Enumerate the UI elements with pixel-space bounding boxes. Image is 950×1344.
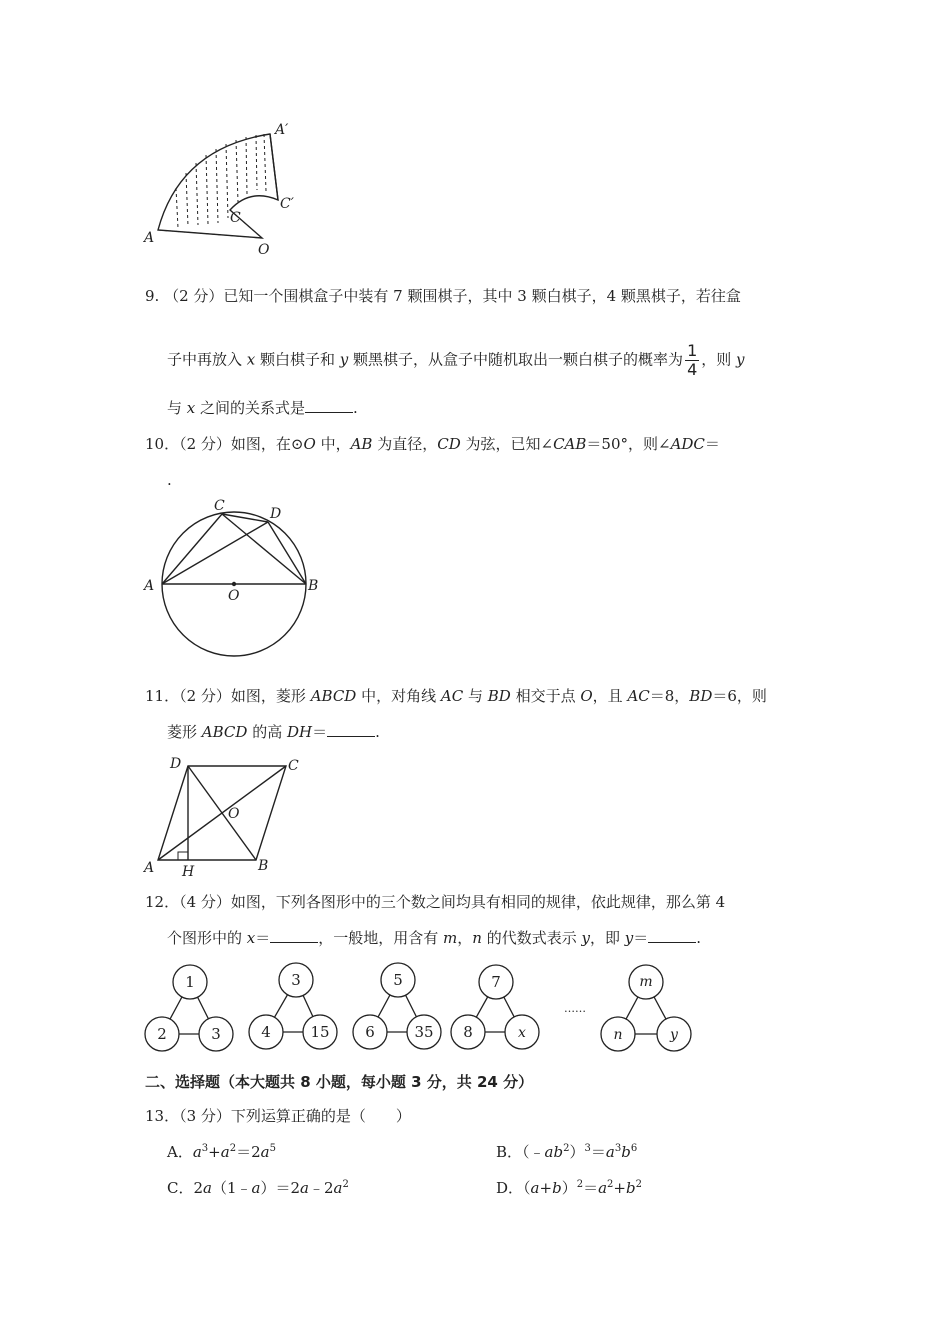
q10-score: （2 分） [179, 435, 231, 453]
q10-fig-O: O [228, 588, 240, 604]
q13-optB-open: （﹣ [522, 1143, 545, 1161]
q11-fig-D: D [170, 756, 182, 772]
q13-eq: ＝ [236, 1143, 252, 1161]
q10-fig-C: C [214, 498, 225, 514]
q13-b: b [626, 1179, 636, 1197]
q13-a: a [530, 1179, 540, 1197]
triangle-1 [145, 965, 233, 1051]
q9-text2a: 子中再放入 [167, 350, 247, 369]
q9-text2b: 颗白棋子和 [255, 350, 340, 369]
q13-exp: 3 [614, 1143, 622, 1154]
q11-text2b: 的高 [247, 723, 287, 741]
tri5-right: y [670, 1027, 678, 1043]
q9-text1: 已知一个围棋盒子中装有 7 颗围棋子，其中 3 颗白棋子，4 颗黑棋子，若往盒 [223, 287, 741, 305]
q13-exp: 3 [584, 1143, 591, 1154]
q11-text2d: . [375, 723, 380, 741]
q9-var-y2: y [736, 350, 745, 369]
q11-ABCD2: ABCD [201, 723, 248, 741]
q11-text1g: ＝6，则 [712, 687, 767, 705]
q13-exp: 5 [269, 1143, 276, 1154]
q11-BD2: BD [689, 687, 713, 705]
q9-line1 [145, 286, 741, 306]
q12-text2e: 的代数式表示 [481, 929, 582, 947]
q9-text2c: 颗黑棋子，从盒子中随机取出一颗白棋子的概率为 [348, 350, 684, 369]
triangle-2 [249, 963, 337, 1049]
q13-optD-open: （ [523, 1179, 531, 1197]
q13-exp: 2 [635, 1179, 642, 1190]
q9-text3c: . [353, 399, 358, 417]
q13-optC-minus: ﹣2 [308, 1179, 334, 1197]
q10-text1c: 为直径， [372, 435, 438, 453]
q11-line2 [167, 722, 380, 742]
q13-a: a [220, 1143, 230, 1161]
q13-a: a [251, 1179, 261, 1197]
q13-exp: 2 [563, 1143, 570, 1154]
q10-fig-A: A [144, 578, 155, 594]
q13-option-B[interactable] [496, 1142, 637, 1162]
q13-plus: + [208, 1143, 221, 1161]
q10-text1e: ＝50°，则∠ [586, 435, 671, 453]
section2-title: 二、选择题（本大题共 8 小题，每小题 3 分，共 24 分） [145, 1073, 534, 1091]
q13-option-C[interactable] [167, 1178, 349, 1198]
q11-DH: DH [286, 723, 313, 741]
q12-text2f: ，即 [590, 929, 625, 947]
q9-line2 [167, 342, 745, 379]
tri4-left: 8 [463, 1023, 473, 1041]
q13-a: a [605, 1143, 615, 1161]
q10-ADC: ADC [670, 435, 705, 453]
q13-a: a [598, 1179, 608, 1197]
q13-two: 2 [251, 1143, 261, 1161]
q10-line2 [167, 470, 172, 490]
q13-two: 2 [193, 1179, 204, 1197]
q12-answer-blank-x[interactable] [270, 928, 318, 943]
q13-line1 [145, 1106, 411, 1126]
q12-x: x [246, 929, 256, 947]
q13-a: a [192, 1143, 202, 1161]
q12-y: y [581, 929, 590, 947]
q13-b: b [552, 1179, 562, 1197]
q13-exp: 2 [576, 1179, 584, 1190]
q12-line2 [167, 928, 701, 948]
q11-text1c: 与 [463, 687, 488, 705]
q11-fig-C: C [288, 758, 299, 774]
q11-text2a: 菱形 [167, 723, 202, 741]
q13-a: a [260, 1143, 270, 1161]
figure-q10-circle [140, 496, 330, 664]
q10-text1f: ＝ [704, 435, 720, 453]
q9-number: 9. [145, 287, 160, 305]
q13-optC-close: ）＝2 [260, 1179, 301, 1197]
q11-text1b: 中，对角线 [356, 687, 441, 705]
q13-exp: 2 [607, 1179, 614, 1190]
q13-option-A[interactable] [167, 1142, 276, 1162]
q10-O: O [303, 435, 316, 453]
q10-text1: 如图，在⊙ [230, 435, 304, 453]
q13-optD-plus: + [539, 1179, 553, 1197]
q12-m: m [443, 929, 458, 947]
q11-AC: AC [440, 687, 464, 705]
q10-fig-B: B [308, 578, 319, 594]
q13-eq: ＝ [583, 1179, 599, 1197]
tri5-left: n [613, 1027, 623, 1043]
label-A: A [144, 230, 155, 246]
tri4-right: x [518, 1025, 526, 1041]
q13-optB-close: ） [569, 1143, 585, 1161]
q9-answer-blank[interactable] [305, 398, 353, 413]
q9-var-x: x [246, 350, 256, 369]
q12-text2h: . [696, 929, 702, 947]
q11-answer-blank[interactable] [327, 722, 375, 737]
q10-CAB: CAB [553, 435, 587, 453]
q12-text2g: ＝ [633, 929, 649, 947]
tri1-right: 3 [211, 1025, 221, 1043]
tri1-left: 2 [157, 1025, 167, 1043]
q13-optD-close: ） [561, 1179, 577, 1197]
triangle-5 [601, 965, 691, 1051]
q13-exp: 2 [229, 1143, 237, 1154]
q13-plus: + [613, 1179, 626, 1197]
q10-AB: AB [350, 435, 373, 453]
q13-text: 下列运算正确的是（ ） [230, 1107, 411, 1125]
q11-O: O [580, 687, 593, 705]
q11-text1a: 如图，菱形 [230, 687, 311, 705]
q11-fig-H: H [182, 864, 195, 880]
q13-number: 13． [145, 1107, 180, 1125]
q13-exp: 3 [201, 1143, 209, 1154]
q13-optB-label: B． [496, 1143, 523, 1161]
tri4-top: 7 [491, 973, 501, 991]
q13-a: a [333, 1179, 343, 1197]
q11-AC2: AC [627, 687, 650, 705]
q13-exp: 6 [630, 1143, 638, 1154]
q9-fraction [685, 342, 699, 379]
q9-score: （2 分） [164, 287, 224, 305]
q9-text3b: 之间的关系式是 [195, 399, 306, 417]
q12-text2b: ＝ [255, 929, 271, 947]
q12-score: （4 分） [179, 893, 231, 911]
label-C: C [230, 210, 241, 226]
q9-text2d: ，则 [701, 350, 737, 369]
q10-text2: . [167, 471, 172, 489]
q12-text1: 如图，下列各图形中的三个数之间均具有相同的规律，依此规律，那么第 4 [230, 893, 726, 911]
q12-text2c: ，一般地，用含有 [318, 929, 444, 947]
q11-text1d: 相交于点 [510, 687, 581, 705]
q13-optC-mid: （1﹣ [211, 1179, 252, 1197]
tri3-right: 35 [414, 1023, 434, 1041]
q12-n: n [472, 929, 482, 947]
q11-text1e: ，且 [592, 687, 628, 705]
q9-var-x2: x [186, 399, 196, 417]
figure-q8-sector [140, 118, 310, 258]
q12-ellipsis: …… [564, 1002, 586, 1015]
q13-score: （3 分） [179, 1107, 231, 1125]
q12-answer-blank-y[interactable] [648, 928, 696, 943]
tri2-left: 4 [261, 1023, 271, 1041]
q13-ab: ab [544, 1143, 564, 1161]
q11-number: 11． [145, 687, 180, 705]
q11-score: （2 分） [179, 687, 231, 705]
tri3-left: 6 [365, 1023, 375, 1041]
q11-ABCD: ABCD [310, 687, 357, 705]
q9-var-y: y [339, 350, 349, 369]
q11-fig-A: A [144, 860, 155, 876]
q9-text3a: 与 [167, 399, 187, 417]
q10-text1b: 中， [315, 435, 351, 453]
q13-exp: 2 [342, 1179, 349, 1190]
q12-text2a: 个图形中的 [167, 929, 247, 947]
q10-text1d: 为弦，已知∠ [460, 435, 554, 453]
q11-text2c: ＝ [312, 723, 328, 741]
q11-text1f: ＝8， [649, 687, 690, 705]
q12-text2d: ， [457, 929, 473, 947]
q11-fig-B: B [258, 858, 269, 874]
q13-optC-label: C． [167, 1179, 194, 1197]
q12-number: 12． [145, 893, 180, 911]
q12-line1 [145, 892, 725, 912]
q13-a: a [203, 1179, 212, 1197]
q10-line1 [145, 434, 720, 454]
triangle-3 [353, 963, 441, 1049]
q13-optA-label: A． [167, 1143, 193, 1161]
q11-fig-O: O [228, 806, 240, 822]
label-C-prime: C′ [280, 196, 294, 212]
q10-number: 10． [145, 435, 180, 453]
q9-line3 [167, 398, 358, 418]
label-A-prime: A′ [275, 122, 289, 138]
tri5-top: m [639, 974, 653, 990]
tri1-top: 1 [185, 973, 195, 991]
figure-q11-rhombus [140, 752, 310, 880]
q13-b: b [621, 1143, 631, 1161]
q11-line1 [145, 686, 767, 706]
q10-fig-D: D [270, 506, 282, 522]
label-O: O [258, 242, 270, 258]
q13-eq: ＝ [590, 1143, 606, 1161]
tri2-right: 15 [310, 1023, 330, 1041]
q13-optD-label: D． [496, 1179, 524, 1197]
triangle-4 [451, 965, 539, 1049]
q12-y2: y [624, 929, 634, 947]
q9-frac-num: 1 [687, 341, 698, 360]
tri2-top: 3 [291, 971, 301, 989]
q13-a: a [300, 1179, 309, 1197]
figure-q12-triangles [140, 960, 700, 1060]
q10-CD: CD [437, 435, 461, 453]
q11-BD: BD [487, 687, 511, 705]
q9-frac-den: 4 [687, 360, 698, 379]
q13-option-D[interactable] [496, 1178, 642, 1198]
tri3-top: 5 [393, 971, 403, 989]
